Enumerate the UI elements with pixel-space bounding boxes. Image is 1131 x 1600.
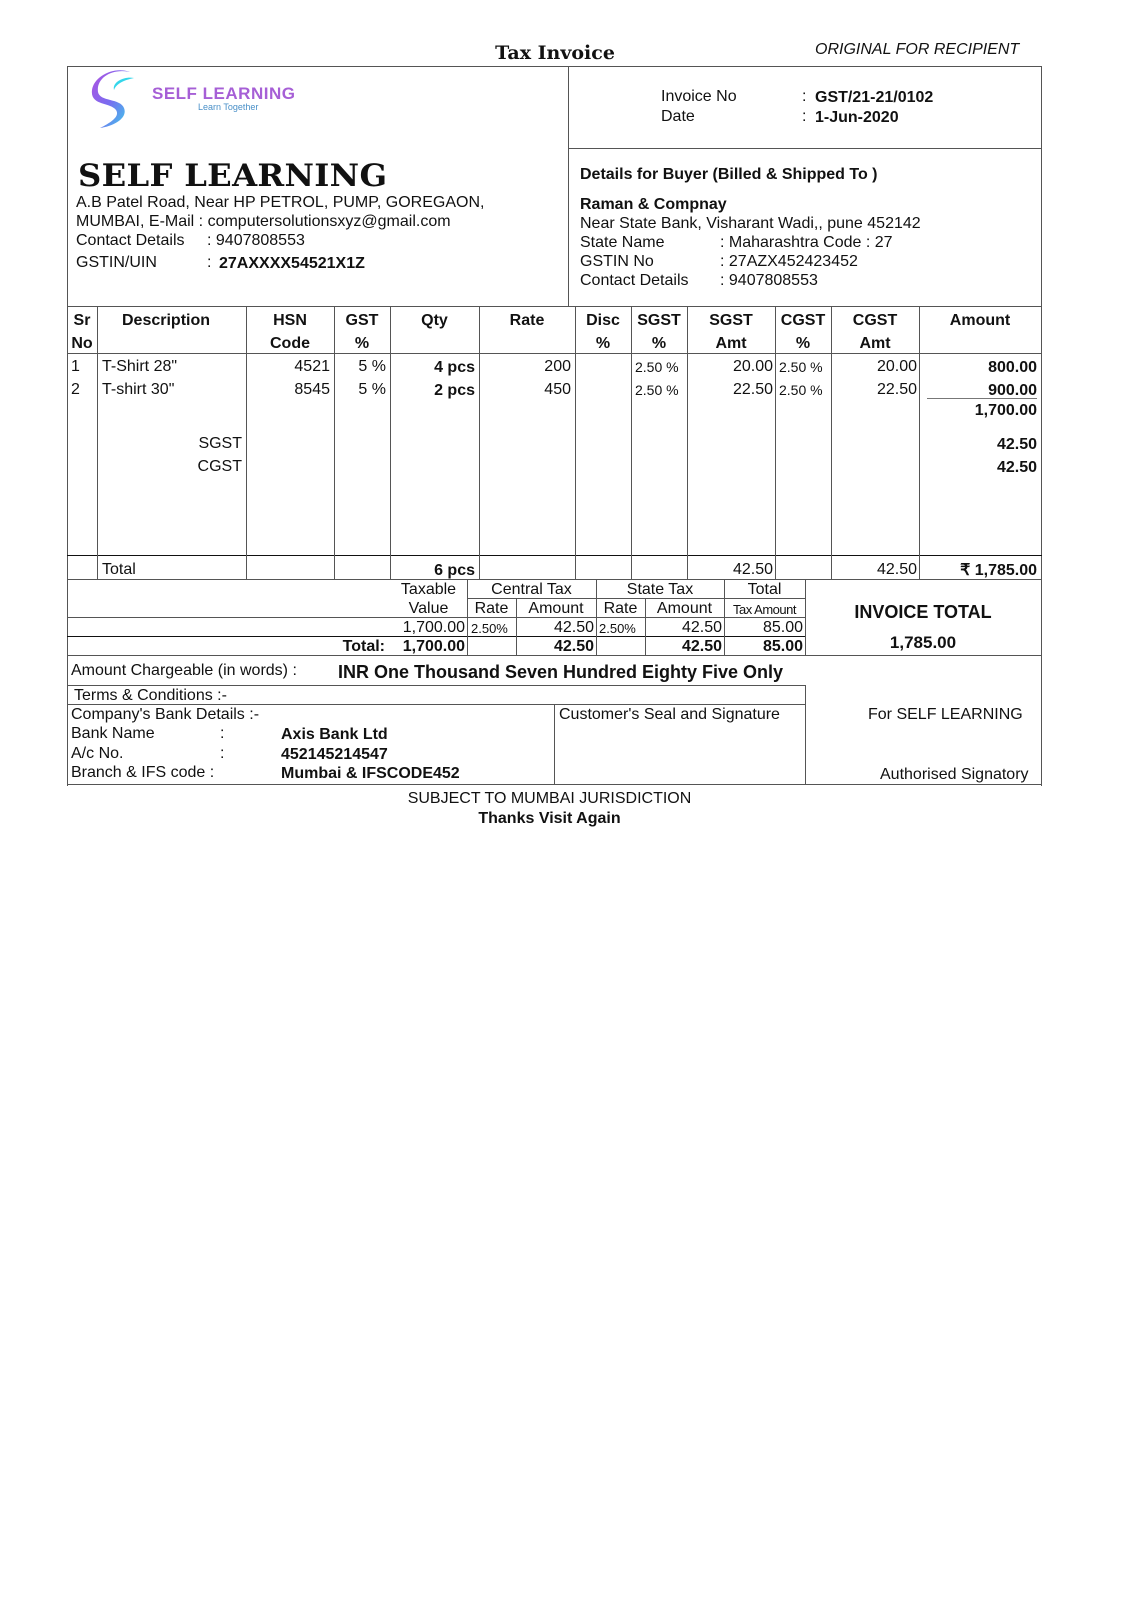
row-qty: 2 pcs [434,382,475,399]
bank-ac-label: A/c No. [71,745,124,762]
col-cgst-pct-2: % [795,335,811,352]
ts-total-2: Tax Amount [733,602,796,617]
col-rate: Rate [509,312,545,329]
bank-branch-label: Branch & IFS code : [71,764,215,781]
ts-total-taxable: 1,700.00 [402,638,465,655]
row-sgst-amt: 20.00 [732,358,773,375]
ts-c-rate-head: Rate [474,600,509,617]
row-hsn: 8545 [294,381,330,398]
ts-taxable-2: Value [408,600,449,617]
row-amount: 900.00 [988,382,1037,399]
buyer-state-label: State Name [580,234,665,251]
seller-contact-label: Contact Details [76,232,185,249]
logo-tagline: Learn Together [198,102,259,112]
row-cgst-amt: 22.50 [876,381,917,398]
thanks-note: Thanks Visit Again [478,810,621,827]
col-hsn-1: HSN [273,312,307,329]
document-title: Tax Invoice [495,42,615,64]
seller-contact-value: : 9407808553 [207,232,305,249]
seller-gstin-value: 27AXXXX54521X1Z [219,255,365,272]
date-label: Date [661,108,695,125]
bank-ac-sep: : [220,745,225,762]
bank-name-value: Axis Bank Ltd [281,726,388,743]
invoice-total-label: INVOICE TOTAL [854,602,992,622]
buyer-gstin-label: GSTIN No [580,253,654,270]
col-sgst-amt-1: SGST [709,312,753,329]
ts-row-c-rate: 2.50% [471,621,508,636]
buyer-address: Near State Bank, Visharant Wadi,, pune 452142 [580,215,921,232]
invoice-no-value: GST/21-21/0102 [815,89,934,106]
seller-gstin-sep: : [207,254,212,271]
row-hsn: 4521 [294,358,330,375]
seller-address-1: A.B Patel Road, Near HP PETROL, PUMP, GOREGAON, [76,194,485,211]
customer-signature-label: Customer's Seal and Signature [559,706,780,723]
total-qty: 6 pcs [434,562,475,579]
ts-total-c-amt: 42.50 [553,638,594,655]
row-gst: 5 % [358,381,386,398]
seller-address-2: MUMBAI, E-Mail : computersolutionsxyz@gmail.com [76,213,451,230]
col-sgst-pct-1: SGST [637,312,681,329]
logo-wordmark: SELF LEARNING [152,84,296,103]
row-amount: 800.00 [988,359,1037,376]
date-sep: : [802,108,807,125]
ts-s-amt-head: Amount [656,600,713,617]
bank-ac-value: 452145214547 [281,746,388,763]
ts-row-c-amt: 42.50 [553,619,594,636]
row-sgst-pct: 2.50 % [635,382,679,398]
buyer-heading: Details for Buyer (Billed & Shipped To ) [580,166,878,183]
row-sr: 2 [71,381,80,398]
row-gst: 5 % [358,358,386,375]
col-gst-1: GST [345,312,379,329]
ts-s-rate-head: Rate [603,600,638,617]
total-amount: ₹ 1,785.00 [960,562,1037,579]
items-subtotal: 1,700.00 [974,402,1037,419]
row-qty: 4 pcs [434,359,475,376]
total-cgst-amt: 42.50 [876,561,917,578]
row-cgst-pct: 2.50 % [779,382,823,398]
ts-c-amt-head: Amount [528,600,584,617]
row-cgst-pct: 2.50 % [779,359,823,375]
authorised-signatory-label: Authorised Signatory [880,766,1029,783]
terms-label: Terms & Conditions :- [74,687,227,704]
ts-row-total: 85.00 [762,619,803,636]
buyer-contact-value: : 9407808553 [720,272,818,289]
ts-total-total: 85.00 [762,638,803,655]
col-disc-1: Disc [586,312,620,329]
row-rate: 200 [544,358,571,375]
invoice-total-value: 1,785.00 [889,633,957,652]
buyer-name: Raman & Compnay [580,196,727,213]
col-gst-2: % [354,335,370,352]
for-company-label: For SELF LEARNING [868,706,1023,723]
tax-line-sgst-label: SGST [198,435,242,452]
buyer-contact-label: Contact Details [580,272,689,289]
seller-gstin-label: GSTIN/UIN [76,254,157,271]
ts-central: Central Tax [491,581,572,598]
ts-state: State Tax [626,581,694,598]
buyer-gstin-value: : 27AZX452423452 [720,253,858,270]
col-sr-2: No [71,335,93,352]
row-description: T-Shirt 28" [102,358,178,375]
amount-words-label: Amount Chargeable (in words) : [71,662,297,679]
ts-row-s-amt: 42.50 [681,619,722,636]
buyer-state-value: : Maharashtra Code : 27 [720,234,893,251]
ts-row-s-rate: 2.50% [599,621,636,636]
seller-name: SELF LEARNING [78,158,388,194]
ts-total-1: Total [747,581,782,598]
col-cgst-amt-1: CGST [852,312,898,329]
date-value: 1-Jun-2020 [815,109,899,126]
total-label: Total [102,561,136,578]
tax-line-cgst-label: CGST [197,458,242,475]
col-sr-1: Sr [73,312,91,329]
col-hsn-2: Code [270,335,310,352]
jurisdiction-note: SUBJECT TO MUMBAI JURISDICTION [407,790,692,807]
col-cgst-amt-2: Amt [859,335,891,352]
col-amount: Amount [949,312,1011,329]
bank-heading: Company's Bank Details :- [71,706,260,723]
col-disc-2: % [595,335,611,352]
bank-name-sep: : [220,725,225,742]
copy-label: ORIGINAL FOR RECIPIENT [815,41,1020,58]
amount-words-value: INR One Thousand Seven Hundred Eighty Five Only [338,662,784,682]
col-sgst-pct-2: % [651,335,667,352]
col-description: Description [122,312,211,329]
row-rate: 450 [544,381,571,398]
row-description: T-shirt 30" [102,381,175,398]
ts-row-taxable: 1,700.00 [402,619,465,636]
col-qty: Qty [421,312,448,329]
bank-branch-value: Mumbai & IFSCODE452 [281,765,460,782]
total-sgst-amt: 42.50 [732,561,773,578]
invoice-no-sep: : [802,88,807,105]
col-sgst-amt-2: Amt [715,335,747,352]
bank-name-label: Bank Name [71,725,155,742]
self-learning-s-logo-icon [90,68,140,130]
row-sr: 1 [71,358,80,375]
tax-line-sgst-amount: 42.50 [996,436,1037,453]
tax-line-cgst-amount: 42.50 [996,459,1037,476]
ts-total-s-amt: 42.50 [681,638,722,655]
ts-total-label: Total: [342,638,385,655]
row-cgst-amt: 20.00 [876,358,917,375]
ts-taxable-1: Taxable [400,581,457,598]
invoice-no-label: Invoice No [661,88,737,105]
row-sgst-pct: 2.50 % [635,359,679,375]
col-cgst-pct-1: CGST [780,312,826,329]
row-sgst-amt: 22.50 [732,381,773,398]
